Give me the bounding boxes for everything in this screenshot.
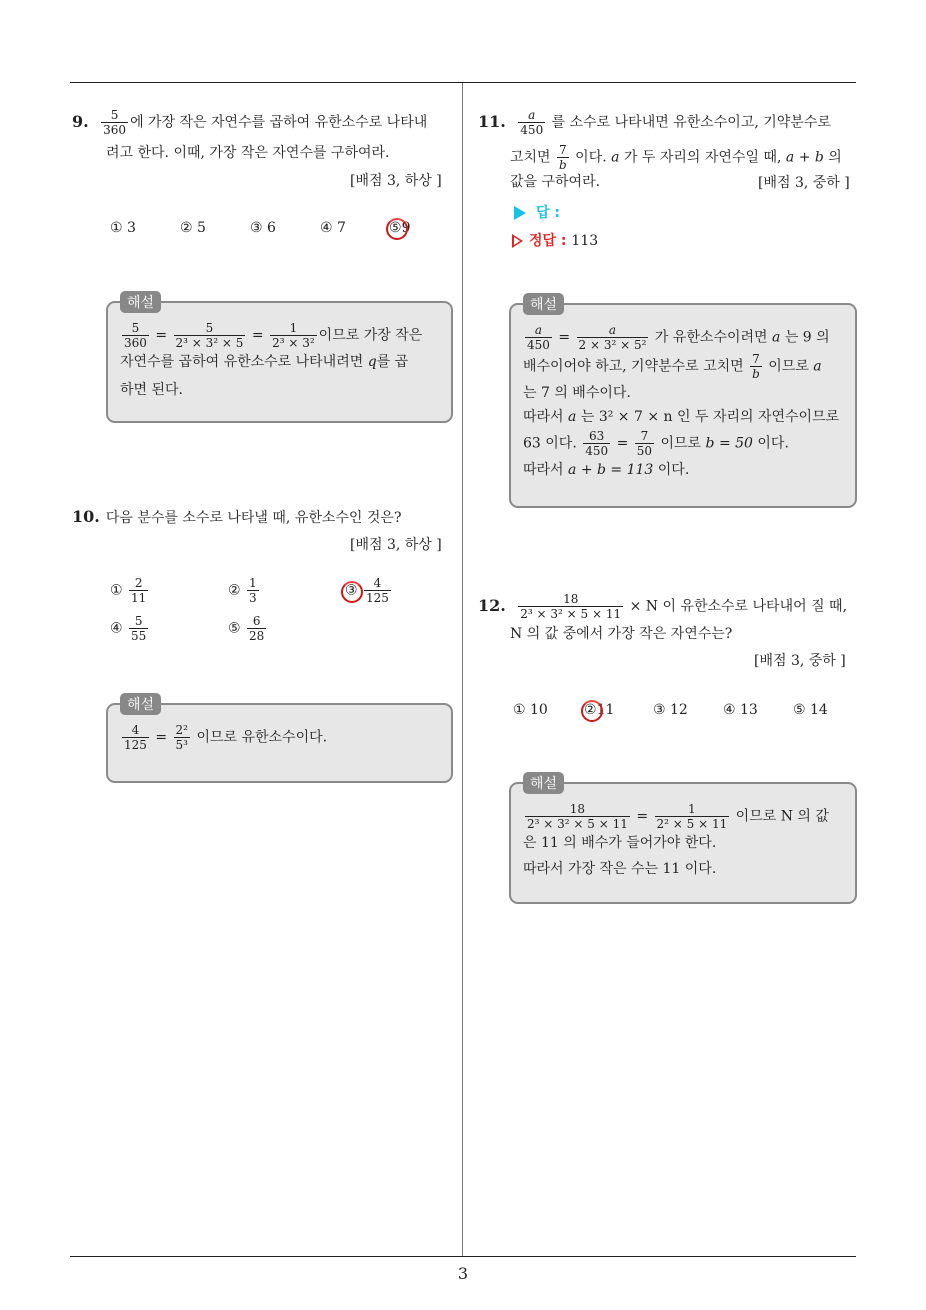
question-9-line2: 려고 한다. 이때, 가장 작은 자연수를 구하여라. [106,145,390,161]
option-1[interactable]: ① 10 [513,702,548,718]
question-9 [72,108,457,137]
answer-row: 답 : [514,202,560,222]
option-2[interactable]: ②11 [584,702,615,718]
option-5[interactable]: ⑤9 [389,220,411,236]
question-text: 다음 분수를 소수로 나타낼 때, 유한소수인 것은? [105,510,402,526]
solution-text: $\frac{5}{360}$ = $\frac{5}{\text{2³ × 3² × 5}}$ = $\frac{1}{\text{2³ × 3²}}$ 이므로 가장 작은 자연수를 곱하여 유한소수로 나타내려면 q를 곱 하면 된다. [120,321,423,398]
solution-box-12 [509,776,857,904]
question-12-line2: N 의 값 중에서 가장 작은 자연수는? [510,626,733,642]
option-3[interactable]: ③ $\frac{4}{125}$ [345,576,389,605]
solution-tag: 해설 [120,693,161,715]
score-label: [배점 3, 하상 ] [350,173,442,189]
page-number: 3 [457,1264,469,1283]
question-12 [478,592,878,621]
question-text: 에 가장 작은 자연수를 곱하여 유한소수로 나타내 [130,114,428,131]
question-number: 10. [72,507,100,526]
question-10 [72,504,457,531]
solution-tag: 해설 [523,772,564,794]
question-text: × N 이 유한소수로 나타내어 질 때, [629,598,848,615]
option-2[interactable]: ② $\frac{1}{3}$ [228,576,257,605]
column-divider [462,83,463,1256]
score-label: [배점 3, 하상 ] [350,537,442,553]
correct-answer-row: 정답 : 113 [512,230,598,250]
option-3[interactable]: ③ 12 [653,702,688,718]
question-11-line3: 값을 구하여라. [510,174,601,190]
score-label: [배점 3, 중하 ] [754,653,846,669]
answer-circle-mark [341,581,363,603]
solution-text: $\frac{4}{125}$ = $\frac{\text{2²}}{\text{5³}}$ 이므로 유한소수이다. [124,723,328,752]
solution-box-9 [106,295,453,423]
option-5[interactable]: ⑤ 14 [793,702,828,718]
outline-triangle-icon [512,234,523,248]
correct-answer-value: 113 [571,233,599,249]
option-4[interactable]: ④ 7 [320,220,346,236]
fraction: $\frac{18}{\text{2³ × 3² × 5 × 11}}$ [520,592,622,621]
solution-text: $\frac{18}{\text{2³ × 3² × 5 × 11}}$ = $\frac{1}{\text{2² × 5 × 11}}$ 이므로 N 의 값 은 11 의 배수가 들어가야 한다. 따라서 가장 작은 수는 11 이다. [523,802,829,877]
option-3[interactable]: ③ 6 [250,220,276,236]
answer-circle-mark [386,218,411,240]
solution-box-10 [106,697,453,783]
question-number: 11. [478,111,506,131]
play-icon [514,206,526,220]
top-rule [70,82,856,83]
solution-tag: 해설 [120,291,161,313]
solution-box-11 [509,297,857,508]
option-2[interactable]: ② 5 [180,220,206,236]
option-1[interactable]: ① $\frac{2}{11}$ [110,576,147,605]
question-number: 9. [72,111,89,131]
bottom-rule [70,1256,856,1257]
answer-circle-mark [581,700,603,722]
option-5[interactable]: ⑤ $\frac{6}{28}$ [228,614,265,643]
solution-text: $\frac{a}{450}$ = $\frac{a}{\text{2 × 3² × 5²}}$ 가 유한소수이려면 a 는 9 의 배수이어야 하고, 기약분수로 고치면 $\frac{7}{b}$ 이므로 a 는 7 의 배수이다. 따라서 a 는 3² × 7 × n 인 두 자리의 자연수이므로 63 이다. $\frac{63}{450}$ = $\frac{7}{50}$ 이므로 b = 50 이다. 따라서 a + b = 113 이다. [523,323,840,478]
score-label: [배점 3, 중하 ] [758,175,850,191]
option-4[interactable]: ④ 13 [723,702,758,718]
question-11 [478,108,863,137]
question-number: 12. [478,595,506,615]
solution-tag: 해설 [523,293,564,315]
fraction: $\frac{a}{450}$ [520,108,544,137]
fraction: $\frac{5}{360}$ [103,108,127,137]
option-4[interactable]: ④ $\frac{5}{55}$ [110,614,147,643]
question-11-line2: 고치면 $\frac{7}{b}$ 이다. a 가 두 자리의 자연수일 때, a + b 의 [510,143,842,172]
option-1[interactable]: ① 3 [110,220,136,236]
question-text: 를 소수로 나타내면 유한소수이고, 기약분수로 [551,114,831,131]
